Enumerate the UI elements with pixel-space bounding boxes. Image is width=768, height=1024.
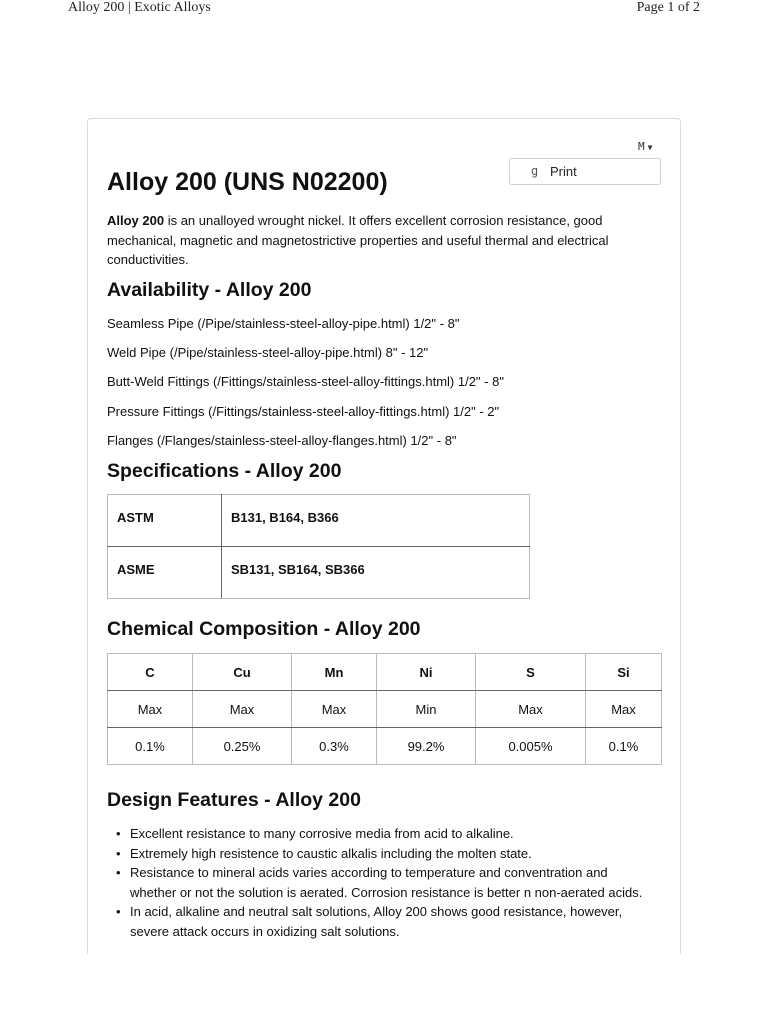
intro-paragraph <box>107 211 627 270</box>
table-row <box>108 547 530 599</box>
column-header: Cu <box>193 654 292 691</box>
print-label: Print <box>550 164 577 179</box>
print-button[interactable] <box>509 158 661 185</box>
table-cell: Max <box>292 691 377 728</box>
list-item: • Extremely high resistence to caustic alkalis including the molten state. <box>107 844 647 864</box>
table-cell: 99.2% <box>377 728 476 765</box>
table-cell: Max <box>476 691 586 728</box>
chemical-heading: Chemical Composition - Alloy 200 <box>107 618 421 640</box>
table-row <box>108 728 662 765</box>
column-header: Mn <box>292 654 377 691</box>
availability-item: Weld Pipe (/Pipe/stainless-steel-alloy-pipe.html) 8" - 12" <box>107 345 429 360</box>
table-cell: 0.1% <box>108 728 193 765</box>
table-cell: Min <box>377 691 476 728</box>
column-header: Ni <box>377 654 476 691</box>
table-cell: 0.1% <box>586 728 662 765</box>
table-cell: Max <box>193 691 292 728</box>
availability-item: Pressure Fittings (/Fittings/stainless-steel-alloy-fittings.html) 1/2" - 2" <box>107 404 500 419</box>
caret-down-icon: ▼ <box>647 143 653 152</box>
menu-toggle[interactable] <box>638 140 652 153</box>
specifications-heading: Specifications - Alloy 200 <box>107 460 342 482</box>
table-header-row <box>108 654 662 691</box>
table-row <box>108 691 662 728</box>
table-row <box>108 495 530 547</box>
table-cell: 0.25% <box>193 728 292 765</box>
list-item: • Excellent resistance to many corrosive media from acid to alkaline. <box>107 824 647 844</box>
availability-item: Seamless Pipe (/Pipe/stainless-steel-alloy-pipe.html) 1/2" - 8" <box>107 316 460 331</box>
spec-key: ASTM <box>108 495 222 547</box>
list-item: • In acid, alkaline and neutral salt solutions, Alloy 200 shows good resistance, however, severe attack occurs in oxidizing salt solutions. <box>107 902 647 941</box>
column-header: Si <box>586 654 662 691</box>
column-header: C <box>108 654 193 691</box>
availability-heading: Availability - Alloy 200 <box>107 279 312 301</box>
column-header: S <box>476 654 586 691</box>
chemical-table <box>107 653 662 765</box>
availability-item: Flanges (/Flanges/stainless-steel-alloy-flanges.html) 1/2" - 8" <box>107 433 457 448</box>
specifications-table <box>107 494 530 599</box>
design-heading: Design Features - Alloy 200 <box>107 789 361 811</box>
page-number: Page 1 of 2 <box>636 0 700 15</box>
table-cell: Max <box>586 691 662 728</box>
list-item: • Resistance to mineral acids varies according to temperature and conventration and whether or not the solution is aerated. Corrosion resistance is better n non-aerated acids. <box>107 863 647 902</box>
page-title: Alloy 200 (UNS N02200) <box>107 168 388 196</box>
availability-item: Butt-Weld Fittings (/Fittings/stainless-steel-alloy-fittings.html) 1/2" - 8" <box>107 374 504 389</box>
table-cell: 0.3% <box>292 728 377 765</box>
menu-label: M <box>638 140 645 153</box>
design-features-list <box>107 824 647 941</box>
table-cell: Max <box>108 691 193 728</box>
spec-value: SB131, SB164, SB366 <box>222 547 530 599</box>
intro-bold: Alloy 200 <box>107 213 165 228</box>
print-icon: g <box>531 164 539 178</box>
table-cell: 0.005% <box>476 728 586 765</box>
intro-text: is an unalloyed wrought nickel. It offers excellent corrosion resistance, good mechanical, magnetic and magnetostrictive properties and useful thermal and electrical conductivities. <box>107 213 609 267</box>
spec-value: B131, B164, B366 <box>222 495 530 547</box>
page-header-title: Alloy 200 | Exotic Alloys <box>68 0 211 15</box>
spec-key: ASME <box>108 547 222 599</box>
